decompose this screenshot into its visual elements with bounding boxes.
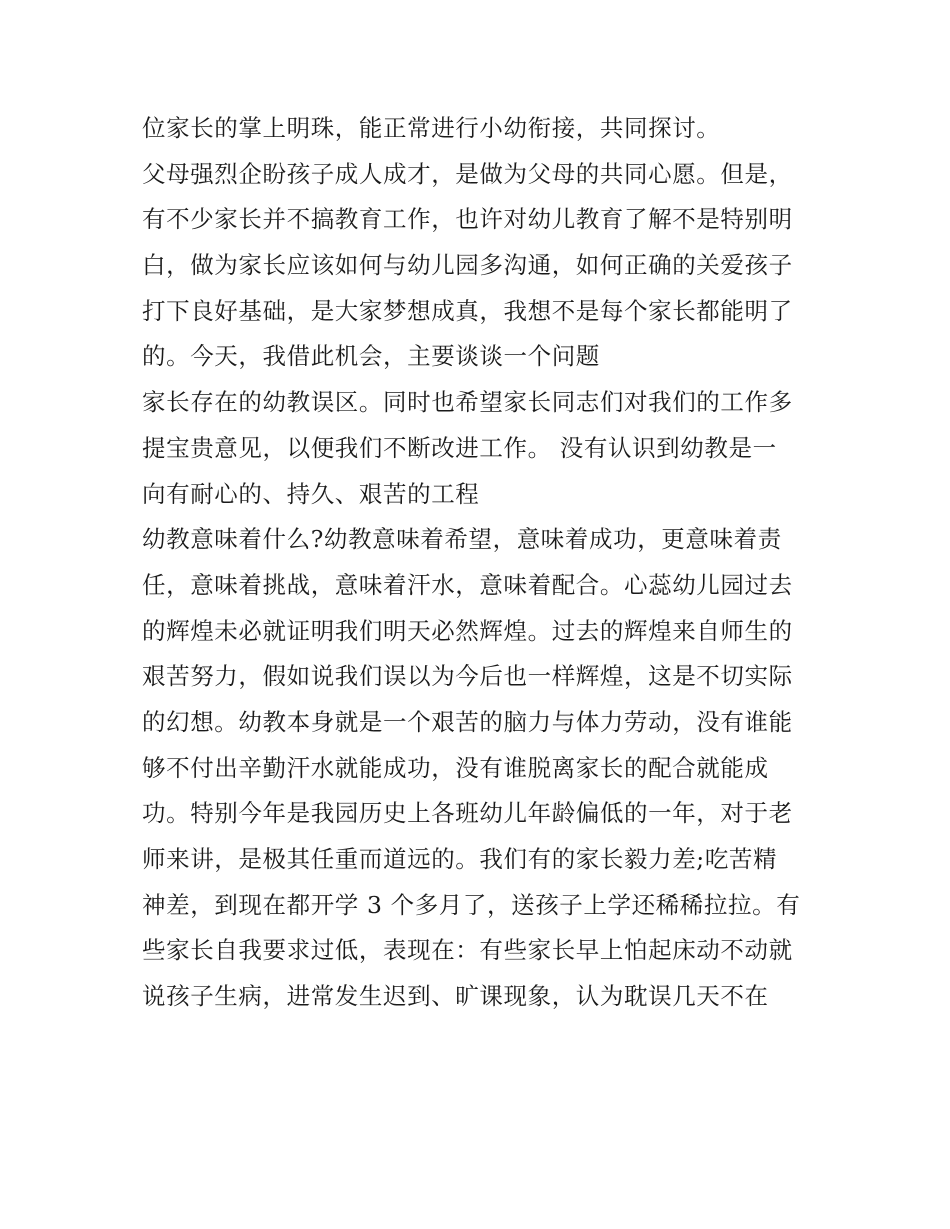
text-line: 白，做为家长应该如何与幼儿园多沟通，如何正确的关爱孩子 — [142, 251, 793, 280]
text-line: 说孩子生病，进常发生迟到、旷课现象，认为耽误几天不在 — [142, 982, 769, 1011]
text-line: 师来讲，是极其任重而道远的。我们有的家长毅力差;吃苦精 — [142, 845, 778, 873]
text-line: 些家长自我要求过低，表现在：有些家长早上怕起床动不动就 — [142, 936, 793, 965]
text-line: 的。今天，我借此机会，主要谈谈一个问题 — [142, 342, 600, 371]
text-line: 有不少家长并不搞教育工作，也许对幼儿教育了解不是特别明 — [142, 205, 793, 234]
text-line: 神差，到现在都开学 3 个多月了，送孩子上学还稀稀拉拉。有 — [142, 890, 801, 919]
document-body-text — [142, 106, 822, 1020]
text-line: 的幻想。幼教本身就是一个艰苦的脑力与体力劳动，没有谁能 — [142, 707, 793, 736]
text-line: 父母强烈企盼孩子成人成才，是做为父母的共同心愿。但是， — [142, 159, 793, 188]
text-line: 任，意味着挑战，意味着汗水，意味着配合。心蕊幼儿园过去 — [142, 570, 793, 599]
text-line: 向有耐心的、持久、艰苦的工程 — [142, 479, 480, 508]
text-line: 功。特别今年是我园历史上各班幼儿年龄偏低的一年，对于老 — [142, 799, 793, 828]
text-line: 幼教意味着什么?幼教意味着希望，意味着成功，更意味着责 — [142, 525, 782, 554]
text-line: 提宝贵意见，以便我们不断改进工作。 没有认识到幼教是一 — [142, 433, 777, 462]
text-line: 够不付出辛勤汗水就能成功，没有谁脱离家长的配合就能成 — [142, 753, 769, 782]
text-line: 的辉煌未必就证明我们明天必然辉煌。过去的辉煌来自师生的 — [142, 616, 793, 645]
text-line: 家长存在的幼教误区。同时也希望家长同志们对我们的工作多 — [142, 388, 793, 417]
text-line: 位家长的掌上明珠，能正常进行小幼衔接，共同探讨。 — [142, 114, 721, 142]
text-line: 艰苦努力，假如说我们误以为今后也一样辉煌，这是不切实际 — [142, 662, 793, 691]
text-line: 打下良好基础，是大家梦想成真，我想不是每个家长都能明了 — [142, 296, 793, 325]
